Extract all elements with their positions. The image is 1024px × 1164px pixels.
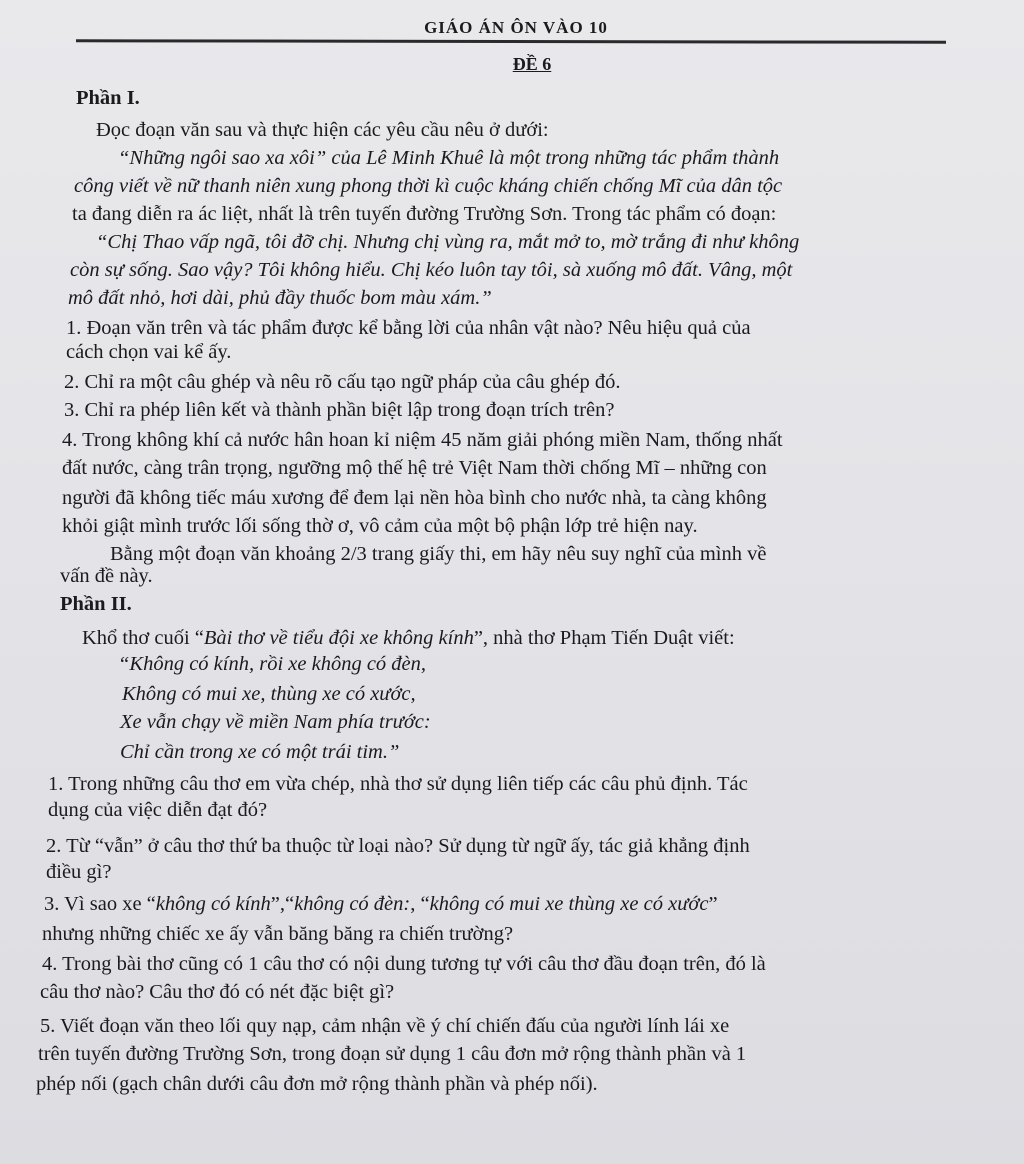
q3-text: ”,“ [270,893,295,915]
part2-question: điều gì? [46,861,112,883]
part1-quote-line: “Chị Thao vấp ngã, tôi đỡ chị. Nhưng chị vùng ra, mắt mở to, mờ trắng đi như không [96,231,800,253]
q3-quote: không có kính [155,893,271,915]
part1-question: 1. Đoạn văn trên và tác phẩm được kể bằng lời của nhân vật nào? Nêu hiệu quả của [66,317,751,339]
part2-question: nhưng những chiếc xe ấy vẫn băng băng ra chiến trường? [42,923,514,945]
part2-heading: Phần II. [60,593,132,615]
q3-quote: không có mui xe thùng xe có xước [429,893,709,915]
part2-question: dụng của việc diễn đạt đó? [48,799,268,821]
part2-question: 5. Viết đoạn văn theo lối quy nạp, cảm nhận về ý chí chiến đấu của người lính lái xe [40,1015,730,1037]
part2-question: 1. Trong những câu thơ em vừa chép, nhà thơ sử dụng liên tiếp các câu phủ định. Tác [48,773,748,795]
document-header-title: GIÁO ÁN ÔN VÀO 10 [424,18,608,37]
part1-instruction: Đọc đoạn văn sau và thực hiện các yêu cầu nêu ở dưới: [96,119,549,141]
q3-text: ” [708,893,718,915]
poem-line: Xe vẫn chạy về miền Nam phía trước: [120,711,431,733]
part1-heading: Phần I. [76,87,140,109]
part2-question: phép nối (gạch chân dưới câu đơn mở rộng thành phần và phép nối). [36,1073,598,1095]
part1-question: 4. Trong không khí cả nước hân hoan kỉ niệm 45 năm giải phóng miền Nam, thống nhất [62,429,783,451]
part1-question: khỏi giật mình trước lối sống thờ ơ, vô cảm của một bộ phận lớp trẻ hiện nay. [62,515,698,537]
part1-passage-line: ta đang diễn ra ác liệt, nhất là trên tuyến đường Trường Sơn. Trong tác phẩm có đoạn: [72,203,777,225]
part1-question: 3. Chỉ ra phép liên kết và thành phần biệt lập trong đoạn trích trên? [64,399,615,421]
part2-intro-text: ”, nhà thơ Phạm Tiến Duật viết: [473,627,735,649]
part1-task: Bằng một đoạn văn khoảng 2/3 trang giấy thi, em hãy nêu suy nghĩ của mình về [110,543,767,565]
part2-intro-text: Khổ thơ cuối “ [82,627,204,649]
part1-quote-line: mô đất nhỏ, hơi dài, phủ đầy thuốc bom màu xám.” [68,287,492,309]
exam-number: ĐỀ 6 [512,54,552,74]
part1-question: cách chọn vai kể ấy. [66,341,232,363]
poem-line: Không có mui xe, thùng xe có xước, [122,683,416,705]
q3-quote: không có đèn: [294,893,411,915]
part2-question: trên tuyến đường Trường Sơn, trong đoạn sử dụng 1 câu đơn mở rộng thành phần và 1 [38,1043,747,1065]
part1-task: vấn đề này. [60,565,153,587]
header-divider [76,39,946,44]
poem-title: Bài thơ về tiểu đội xe không kính [203,627,474,649]
part1-quote-line: còn sự sống. Sao vậy? Tôi không hiểu. Chị kéo luôn tay tôi, sà xuống mô đất. Vâng, một [70,259,793,281]
poem-line: “Không có kính, rồi xe không có đèn, [118,653,427,675]
q3-text: , “ [410,893,430,915]
part1-passage-line: “Những ngôi sao xa xôi” của Lê Minh Khuê là một trong những tác phẩm thành [118,147,780,169]
part1-question: 2. Chỉ ra một câu ghép và nêu rõ cấu tạo ngữ pháp của câu ghép đó. [64,371,621,393]
part1-question: đất nước, càng trân trọng, ngưỡng mộ thế hệ trẻ Việt Nam thời chống Mĩ – những con [62,457,767,479]
part2-question: 2. Từ “vẫn” ở câu thơ thứ ba thuộc từ loại nào? Sử dụng từ ngữ ấy, tác giả khẳng định [46,835,750,857]
part2-intro [82,626,735,650]
part2-question: câu thơ nào? Câu thơ đó có nét đặc biệt gì? [40,981,395,1003]
poem-line: Chỉ cần trong xe có một trái tim.” [120,741,400,763]
part1-passage-line: công viết về nữ thanh niên xung phong thời kì cuộc kháng chiến chống Mĩ của dân tộc [74,175,783,197]
q3-text: 3. Vì sao xe “ [44,893,156,915]
part2-question [44,892,718,916]
part2-question: 4. Trong bài thơ cũng có 1 câu thơ có nội dung tương tự với câu thơ đầu đoạn trên, đó là [42,953,766,975]
part1-question: người đã không tiếc máu xương để đem lại nền hòa bình cho nước nhà, ta càng không [62,487,767,509]
